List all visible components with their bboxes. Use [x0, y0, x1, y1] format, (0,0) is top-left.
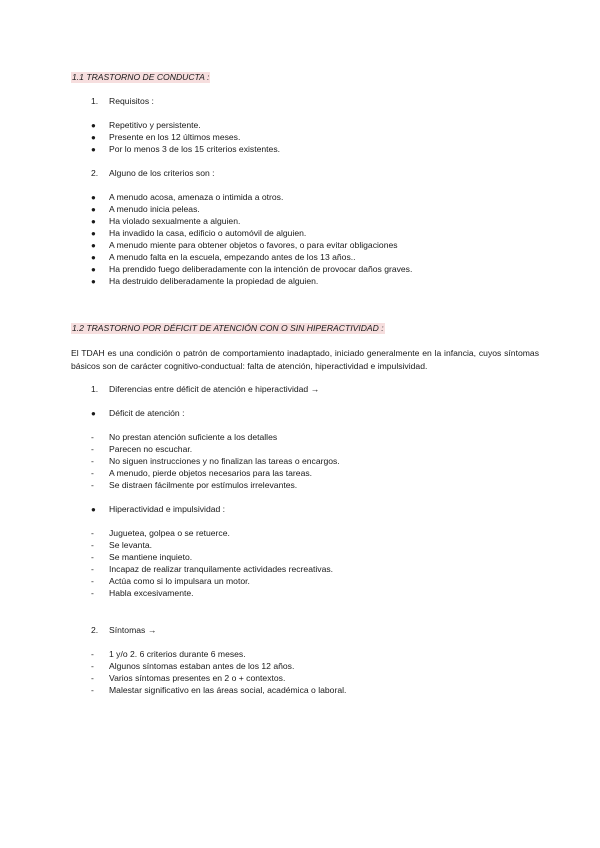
- section2-item2-number: 2.: [91, 625, 99, 635]
- dash-icon: -: [91, 552, 94, 562]
- dash-icon: -: [91, 685, 94, 695]
- list-item-text: A menudo, pierde objetos necesarios para las tareas.: [109, 468, 313, 478]
- list-item-text: A menudo acosa, amenaza o intimida a otros.: [109, 192, 284, 202]
- list-item-text: Repetitivo y persistente.: [109, 120, 201, 130]
- list-item-text: Ha destruido deliberadamente la propiedad de alguien.: [109, 276, 319, 286]
- bullet-icon: ●: [91, 229, 96, 238]
- section2-heading: 1.2 TRASTORNO POR DÉFICIT DE ATENCIÓN CON O SIN HIPERACTIVIDAD :: [72, 323, 384, 333]
- section1-item1-number: 1.: [91, 96, 99, 106]
- bullet-icon: ●: [91, 241, 96, 250]
- bullet-icon: ●: [91, 409, 96, 418]
- list-item-text: Actúa como si lo impulsara un motor.: [109, 576, 250, 586]
- section2-item2-label: Síntomas →: [109, 625, 157, 635]
- deficit-label: Déficit de atención :: [109, 408, 185, 418]
- bullet-icon: ●: [91, 133, 96, 142]
- bullet-icon: ●: [91, 265, 96, 274]
- list-item-text: Algunos síntomas estaban antes de los 12 años.: [109, 661, 295, 671]
- list-item-text: Parecen no escuchar.: [109, 444, 193, 454]
- list-item-text: 1 y/o 2. 6 criterios durante 6 meses.: [109, 649, 246, 659]
- bullet-icon: ●: [91, 505, 96, 514]
- list-item-text: A menudo miente para obtener objetos o favores, o para evitar obligaciones: [109, 240, 398, 250]
- bullet-icon: ●: [91, 121, 96, 130]
- bullet-icon: ●: [91, 205, 96, 214]
- list-item-text: Juguetea, golpea o se retuerce.: [109, 528, 230, 538]
- dash-icon: -: [91, 588, 94, 598]
- hiper-label: Hiperactividad e impulsividad :: [109, 504, 226, 514]
- section1-item1-label: Requisitos :: [109, 96, 154, 106]
- list-item-text: No siguen instrucciones y no finalizan las tareas o encargos.: [109, 456, 340, 466]
- list-item-text: Malestar significativo en las áreas social, académica o laboral.: [109, 685, 347, 695]
- dash-icon: -: [91, 576, 94, 586]
- dash-icon: -: [91, 480, 94, 490]
- section1-item2-number: 2.: [91, 168, 99, 178]
- dash-icon: -: [91, 432, 94, 442]
- bullet-icon: ●: [91, 193, 96, 202]
- dash-icon: -: [91, 540, 94, 550]
- section1-item2-label: Alguno de los criterios son :: [109, 168, 215, 178]
- list-item-text: A menudo falta en la escuela, empezando antes de los 13 años..: [109, 252, 356, 262]
- list-item-text: Se mantiene inquieto.: [109, 552, 193, 562]
- list-item-text: Por lo menos 3 de los 15 criterios existentes.: [109, 144, 281, 154]
- list-item-text: Se distraen fácilmente por estímulos irrelevantes.: [109, 480, 298, 490]
- list-item-text: No prestan atención suficiente a los detalles: [109, 432, 278, 442]
- dash-icon: -: [91, 564, 94, 574]
- list-item-text: Incapaz de realizar tranquilamente actividades recreativas.: [109, 564, 334, 574]
- list-item-text: Varios síntomas presentes en 2 o + contextos.: [109, 673, 286, 683]
- dash-icon: -: [91, 673, 94, 683]
- list-item-text: Ha prendido fuego deliberadamente con la intención de provocar daños graves.: [109, 264, 413, 274]
- section2-intro-paragraph: El TDAH es una condición o patrón de comportamiento inadaptado, iniciado generalmente en la infancia, cuyos síntomas básicos son de carácter cognitivo-conductual: falta de atención, hiperactividad e impulsividad.: [71, 348, 539, 371]
- list-item-text: A menudo inicia peleas.: [109, 204, 200, 214]
- bullet-icon: ●: [91, 277, 96, 286]
- list-item-text: Habla excesivamente.: [109, 588, 194, 598]
- list-item-text: Ha violado sexualmente a alguien.: [109, 216, 241, 226]
- section2-item1-number: 1.: [91, 384, 99, 394]
- dash-icon: -: [91, 468, 94, 478]
- bullet-icon: ●: [91, 253, 96, 262]
- list-item-text: Ha invadido la casa, edificio o automóvil de alguien.: [109, 228, 307, 238]
- dash-icon: -: [91, 456, 94, 466]
- section1-heading: 1.1 TRASTORNO DE CONDUCTA :: [72, 72, 210, 82]
- dash-icon: -: [91, 649, 94, 659]
- dash-icon: -: [91, 661, 94, 671]
- list-item-text: Se levanta.: [109, 540, 152, 550]
- dash-icon: -: [91, 528, 94, 538]
- dash-icon: -: [91, 444, 94, 454]
- section2-item1-label: Diferencias entre déficit de atención e hiperactividad →: [109, 384, 320, 394]
- bullet-icon: ●: [91, 145, 96, 154]
- bullet-icon: ●: [91, 217, 96, 226]
- list-item-text: Presente en los 12 últimos meses.: [109, 132, 241, 142]
